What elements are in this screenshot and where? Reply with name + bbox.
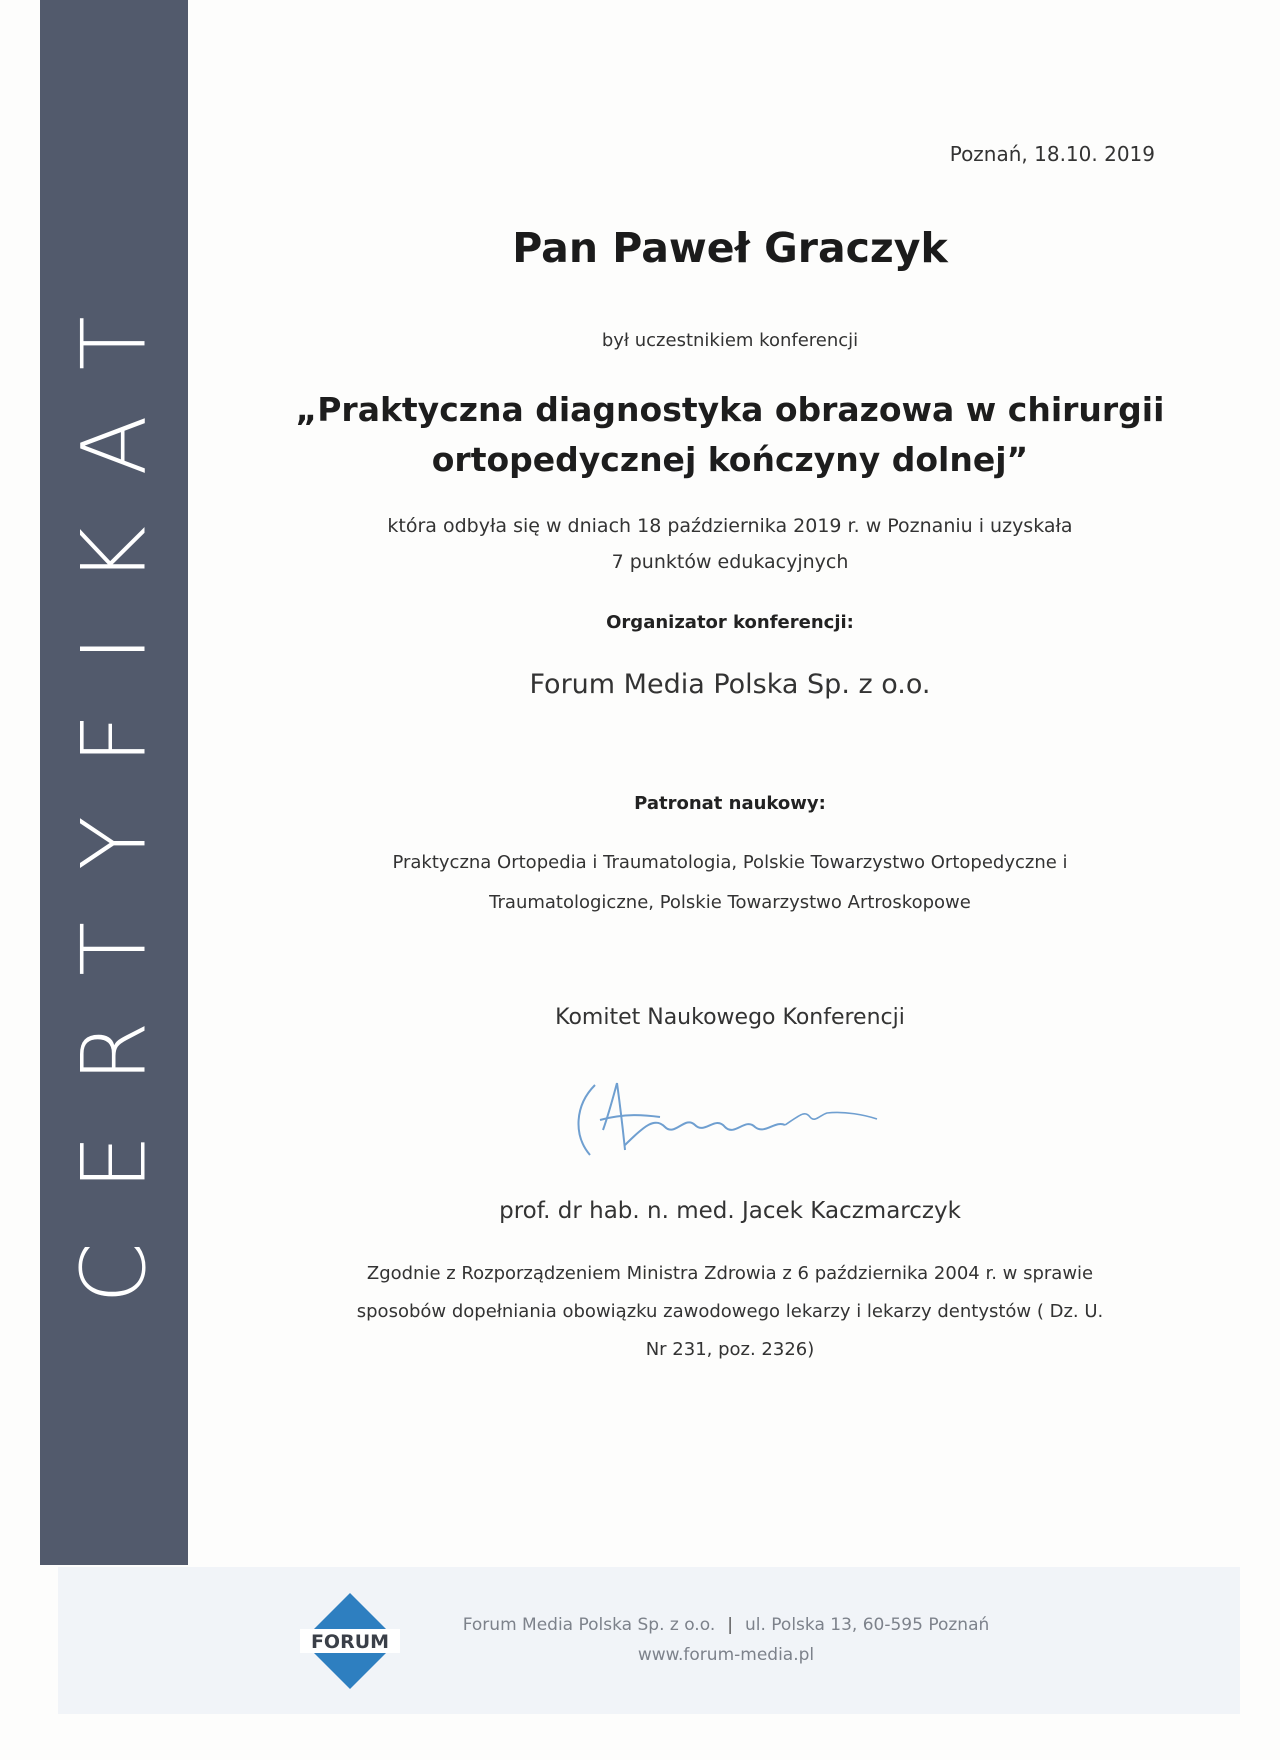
patronage-text <box>320 843 1140 923</box>
participant-line: był uczestnikiem konferencji <box>601 330 859 351</box>
conference-dates <box>220 508 1240 580</box>
footer-address-line <box>426 1610 1026 1640</box>
organizer-name: Forum Media Polska Sp. z o.o. <box>529 669 931 700</box>
recipient-name: Pan Paweł Graczyk <box>512 224 948 272</box>
regulation-text <box>290 1255 1170 1369</box>
footer-info <box>426 1610 1026 1670</box>
forum-logo <box>300 1591 400 1691</box>
patronage-line: Traumatologiczne, Polskie Towarzystwo Artroskopowe <box>489 892 971 913</box>
committee-label: Komitet Naukowego Konferencji <box>555 1005 905 1030</box>
footer-website[interactable]: www.forum-media.pl <box>637 1645 815 1665</box>
logo-text: FORUM <box>310 1631 390 1653</box>
footer-separator: | <box>727 1615 733 1635</box>
regulation-line: sposobów dopełniania obowiązku zawodowego lekarzy i lekarzy dentystów ( Dz. U. <box>356 1301 1104 1322</box>
patronage-label: Patronat naukowy: <box>634 793 826 814</box>
organizer-label: Organizator konferencji: <box>606 612 854 633</box>
sidebar-band <box>40 0 188 1565</box>
conference-title-line: ortopedycznej kończyny dolnej” <box>431 440 1029 479</box>
regulation-line: Nr 231, poz. 2326) <box>645 1339 815 1360</box>
conference-title-line: „Praktyczna diagnostyka obrazowa w chirurgii <box>295 390 1165 429</box>
patronage-line: Praktyczna Ortopedia i Traumatologia, Polskie Towarzystwo Ortopedyczne i <box>392 852 1068 873</box>
signer-name: prof. dr hab. n. med. Jacek Kaczmarczyk <box>499 1198 961 1224</box>
sidebar-title: CERTYFIKAT <box>62 264 166 1304</box>
issue-date: Poznań, 18.10. 2019 <box>949 142 1155 166</box>
footer-address: ul. Polska 13, 60-595 Poznań <box>744 1615 990 1635</box>
dates-line: która odbyła się w dniach 18 października 2019 r. w Poznaniu i uzyskała <box>387 515 1073 537</box>
regulation-line: Zgodnie z Rozporządzeniem Ministra Zdrowia z 6 października 2004 r. w sprawie <box>366 1263 1094 1284</box>
footer-company: Forum Media Polska Sp. z o.o. <box>462 1615 716 1635</box>
conference-title <box>240 385 1220 485</box>
signature-image <box>565 1075 885 1165</box>
points-line: 7 punktów edukacyjnych <box>611 551 849 573</box>
